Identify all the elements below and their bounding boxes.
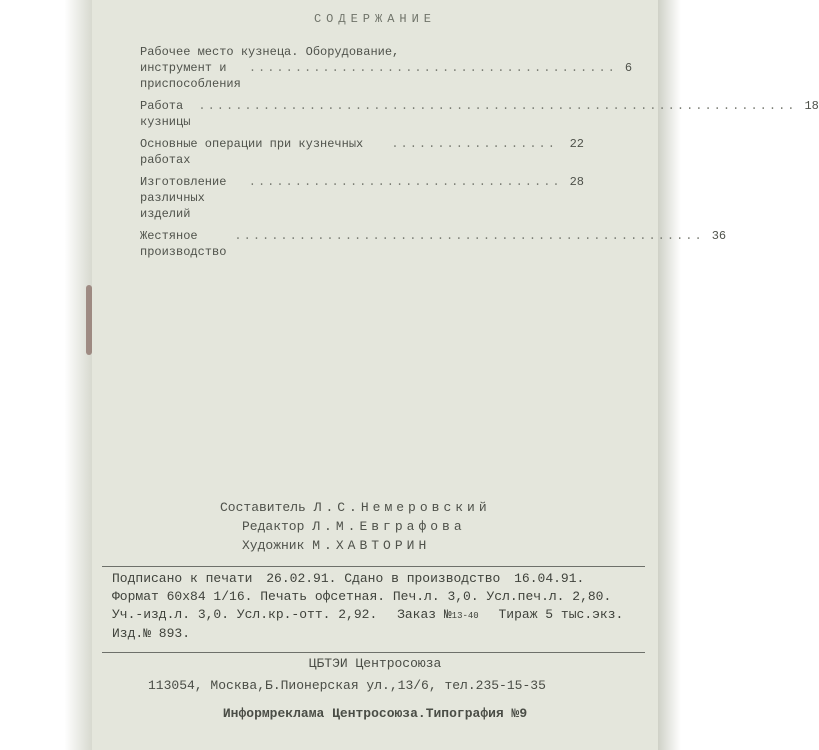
compiler-line: Составитель Л.С.Немеровский [220,500,491,515]
toc-leader-dots: .................. [391,137,557,151]
top-rule [102,566,645,567]
bottom-rule [102,652,645,653]
publisher-org: ЦБТЭИ Центросоюза [308,656,442,671]
toc-entry-title: Работа кузницы [140,99,191,129]
toc-entry [140,44,633,92]
toc-page-number: 18 [804,99,819,113]
toc-entry-title: инструмент и приспособления [140,61,241,91]
left-margin-shadow [0,0,92,750]
toc-title: СОДЕРЖАНИЕ [313,12,436,26]
imprint-block [112,570,623,643]
compiler-name: Л.С.Немеровский [313,500,491,515]
editor-name: Л.М.Евграфова [312,519,466,534]
toc-entry-title: Изготовление различных изделий [140,175,227,221]
artist-name: М.ХАВТОРИН [312,538,431,553]
izd-line: Изд.№ 893. [112,626,191,641]
printer-name: Информреклама Центросоюза.Типография №9 [222,706,528,721]
book-page [92,0,819,750]
table-of-contents [140,44,819,260]
publisher-address: 113054, Москва,Б.Пионерская ул.,13/6, тел.235-15-35 [148,678,546,693]
toc-entry [140,136,584,168]
toc-page-number: 28 [569,175,584,189]
toc-entry-line1: Рабочее место кузнеца. Оборудование, [140,45,400,59]
toc-entry-title: Основные операции при кузнечных работах [140,137,364,167]
toc-leader-dots: ................................................... [234,229,704,243]
toc-leader-dots: .................................. [248,175,562,189]
toc-entry [140,174,584,222]
toc-leader-dots: ........................................ [248,61,617,75]
toc-entry-title: Жестяное производство [140,229,227,259]
toc-page-number: 6 [624,61,633,75]
artist-line: Художник М.ХАВТОРИН [242,538,431,553]
order-line: Уч.-изд.л. 3,0. Усл.кр.-отт. 2,92. Заказ №13-40 Тираж 5 тыс.экз. [112,607,624,622]
format-line: Формат 60х84 1/16. Печать офсетная. Печ.л. 3,0. Усл.печ.л. 2,80. [112,589,612,604]
signed-line: Подписано к печати 26.02.91. Сдано в производство 16.04.91. [112,571,585,586]
credits-block [220,498,491,555]
toc-page-number: 36 [711,229,727,243]
editor-line: Редактор Л.М.Евграфова [242,519,466,534]
toc-entry [140,98,819,130]
toc-leader-dots: ................................................................. [198,99,797,113]
toc-entry [140,228,727,260]
toc-page-number: 22 [569,137,584,151]
order-number: 13-40 [451,611,479,621]
